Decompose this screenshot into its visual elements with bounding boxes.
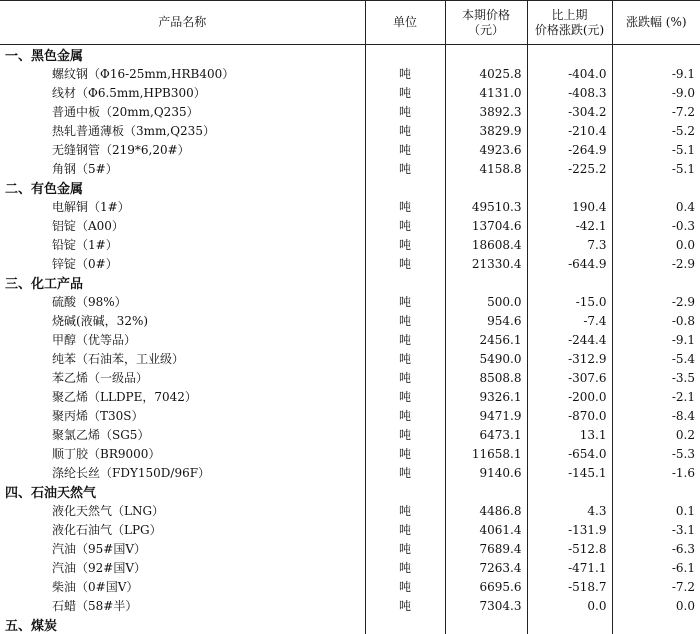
product-name: 苯乙烯（一级品） bbox=[0, 368, 365, 387]
table-row bbox=[0, 159, 700, 178]
change-percent: -9.1 bbox=[612, 64, 700, 83]
change-percent: 0.0 bbox=[612, 596, 700, 615]
product-name: 聚氯乙烯（SG5） bbox=[0, 425, 365, 444]
table-row bbox=[0, 292, 700, 311]
product-unit: 吨 bbox=[365, 121, 445, 140]
product-name: 烧碱(液碱，32%) bbox=[0, 311, 365, 330]
product-unit: 吨 bbox=[365, 463, 445, 482]
product-unit: 吨 bbox=[365, 102, 445, 121]
change-percent: -5.1 bbox=[612, 159, 700, 178]
category-percent-cell bbox=[612, 178, 700, 197]
current-price: 4061.4 bbox=[445, 520, 527, 539]
category-percent-cell bbox=[612, 615, 700, 634]
change-percent: -6.3 bbox=[612, 539, 700, 558]
product-unit: 吨 bbox=[365, 596, 445, 615]
table-body bbox=[0, 45, 700, 634]
product-name: 线材（Φ6.5mm,HPB300） bbox=[0, 83, 365, 102]
product-unit: 吨 bbox=[365, 577, 445, 596]
category-row bbox=[0, 273, 700, 292]
change-percent: 0.1 bbox=[612, 501, 700, 520]
product-unit: 吨 bbox=[365, 83, 445, 102]
category-row bbox=[0, 482, 700, 501]
table-row bbox=[0, 254, 700, 273]
price-change: -210.4 bbox=[527, 121, 612, 140]
price-change: -244.4 bbox=[527, 330, 612, 349]
price-change: -654.0 bbox=[527, 444, 612, 463]
product-unit: 吨 bbox=[365, 558, 445, 577]
category-change-cell bbox=[527, 45, 612, 65]
product-unit: 吨 bbox=[365, 140, 445, 159]
product-name: 螺纹钢（Φ16-25mm,HRB400） bbox=[0, 64, 365, 83]
header-price-change-line1: 比上期 bbox=[551, 8, 587, 22]
category-row bbox=[0, 45, 700, 65]
header-unit: 单位 bbox=[365, 1, 445, 45]
price-change: -312.9 bbox=[527, 349, 612, 368]
product-name: 甲醇（优等品） bbox=[0, 330, 365, 349]
current-price: 7689.4 bbox=[445, 539, 527, 558]
table-row bbox=[0, 368, 700, 387]
product-name: 汽油（95#国Ⅴ） bbox=[0, 539, 365, 558]
category-change-cell bbox=[527, 482, 612, 501]
category-row bbox=[0, 615, 700, 634]
price-change: 4.3 bbox=[527, 501, 612, 520]
table-row bbox=[0, 197, 700, 216]
product-unit: 吨 bbox=[365, 501, 445, 520]
current-price: 6695.6 bbox=[445, 577, 527, 596]
change-percent: -5.2 bbox=[612, 121, 700, 140]
current-price: 8508.8 bbox=[445, 368, 527, 387]
product-name: 顺丁胶（BR9000） bbox=[0, 444, 365, 463]
change-percent: -7.2 bbox=[612, 577, 700, 596]
product-name: 聚丙烯（T30S） bbox=[0, 406, 365, 425]
change-percent: 0.0 bbox=[612, 235, 700, 254]
price-change: -870.0 bbox=[527, 406, 612, 425]
product-name: 涤纶长丝（FDY150D/96F） bbox=[0, 463, 365, 482]
table-row bbox=[0, 539, 700, 558]
table-row bbox=[0, 330, 700, 349]
change-percent: -2.9 bbox=[612, 292, 700, 311]
table-row bbox=[0, 558, 700, 577]
product-name: 汽油（92#国Ⅴ） bbox=[0, 558, 365, 577]
product-name: 铝锭（A00） bbox=[0, 216, 365, 235]
price-change: -518.7 bbox=[527, 577, 612, 596]
price-change: -131.9 bbox=[527, 520, 612, 539]
product-name: 石蜡（58#半） bbox=[0, 596, 365, 615]
current-price: 3892.3 bbox=[445, 102, 527, 121]
product-unit: 吨 bbox=[365, 292, 445, 311]
category-unit-cell bbox=[365, 482, 445, 501]
table-row bbox=[0, 501, 700, 520]
category-price-cell bbox=[445, 482, 527, 501]
product-unit: 吨 bbox=[365, 235, 445, 254]
category-price-cell bbox=[445, 45, 527, 65]
product-unit: 吨 bbox=[365, 330, 445, 349]
price-change: 0.0 bbox=[527, 596, 612, 615]
price-change: -42.1 bbox=[527, 216, 612, 235]
product-unit: 吨 bbox=[365, 197, 445, 216]
change-percent: -0.8 bbox=[612, 311, 700, 330]
price-change: 7.3 bbox=[527, 235, 612, 254]
change-percent: -9.1 bbox=[612, 330, 700, 349]
change-percent: 0.4 bbox=[612, 197, 700, 216]
change-percent: -9.0 bbox=[612, 83, 700, 102]
table-row bbox=[0, 425, 700, 444]
table-row bbox=[0, 596, 700, 615]
category-unit-cell bbox=[365, 273, 445, 292]
table-row bbox=[0, 83, 700, 102]
change-percent: -5.3 bbox=[612, 444, 700, 463]
category-percent-cell bbox=[612, 45, 700, 65]
current-price: 21330.4 bbox=[445, 254, 527, 273]
category-percent-cell bbox=[612, 482, 700, 501]
product-unit: 吨 bbox=[365, 425, 445, 444]
product-name: 热轧普通薄板（3mm,Q235） bbox=[0, 121, 365, 140]
price-change: -7.4 bbox=[527, 311, 612, 330]
current-price: 500.0 bbox=[445, 292, 527, 311]
header-product-name: 产品名称 bbox=[0, 1, 365, 45]
category-unit-cell bbox=[365, 45, 445, 65]
price-change: -225.2 bbox=[527, 159, 612, 178]
current-price: 4131.0 bbox=[445, 83, 527, 102]
current-price: 9140.6 bbox=[445, 463, 527, 482]
price-change: -200.0 bbox=[527, 387, 612, 406]
category-title: 二、有色金属 bbox=[0, 178, 365, 197]
product-name: 聚乙烯（LLDPE，7042） bbox=[0, 387, 365, 406]
product-unit: 吨 bbox=[365, 254, 445, 273]
product-name: 硫酸（98%） bbox=[0, 292, 365, 311]
table-row bbox=[0, 349, 700, 368]
category-price-cell bbox=[445, 178, 527, 197]
current-price: 5490.0 bbox=[445, 349, 527, 368]
category-change-cell bbox=[527, 273, 612, 292]
product-unit: 吨 bbox=[365, 368, 445, 387]
change-percent: -1.6 bbox=[612, 463, 700, 482]
current-price: 18608.4 bbox=[445, 235, 527, 254]
current-price: 9471.9 bbox=[445, 406, 527, 425]
product-name: 液化石油气（LPG） bbox=[0, 520, 365, 539]
change-percent: 0.2 bbox=[612, 425, 700, 444]
table-row bbox=[0, 140, 700, 159]
category-title: 三、化工产品 bbox=[0, 273, 365, 292]
table-row bbox=[0, 520, 700, 539]
change-percent: -5.1 bbox=[612, 140, 700, 159]
price-change: 13.1 bbox=[527, 425, 612, 444]
product-unit: 吨 bbox=[365, 406, 445, 425]
header-current-price bbox=[445, 1, 527, 45]
header-current-price-line2: （元） bbox=[468, 23, 504, 37]
category-row bbox=[0, 178, 700, 197]
change-percent: -3.1 bbox=[612, 520, 700, 539]
table-row bbox=[0, 463, 700, 482]
product-unit: 吨 bbox=[365, 64, 445, 83]
price-change: -304.2 bbox=[527, 102, 612, 121]
change-percent: -2.1 bbox=[612, 387, 700, 406]
category-change-cell bbox=[527, 178, 612, 197]
current-price: 6473.1 bbox=[445, 425, 527, 444]
product-unit: 吨 bbox=[365, 349, 445, 368]
header-change-percent: 涨跌幅 (%) bbox=[612, 1, 700, 45]
current-price: 4158.8 bbox=[445, 159, 527, 178]
product-name: 普通中板（20mm,Q235） bbox=[0, 102, 365, 121]
table-row bbox=[0, 216, 700, 235]
header-current-price-line1: 本期价格 bbox=[462, 8, 510, 22]
change-percent: -5.4 bbox=[612, 349, 700, 368]
product-unit: 吨 bbox=[365, 520, 445, 539]
current-price: 13704.6 bbox=[445, 216, 527, 235]
product-name: 电解铜（1#） bbox=[0, 197, 365, 216]
current-price: 49510.3 bbox=[445, 197, 527, 216]
category-title: 一、黑色金属 bbox=[0, 45, 365, 65]
change-percent: -6.1 bbox=[612, 558, 700, 577]
product-unit: 吨 bbox=[365, 444, 445, 463]
product-name: 液化天然气（LNG） bbox=[0, 501, 365, 520]
product-unit: 吨 bbox=[365, 387, 445, 406]
table-row bbox=[0, 64, 700, 83]
product-name: 柴油（0#国Ⅴ） bbox=[0, 577, 365, 596]
product-name: 锌锭（0#） bbox=[0, 254, 365, 273]
category-percent-cell bbox=[612, 273, 700, 292]
table-row bbox=[0, 121, 700, 140]
price-change: -404.0 bbox=[527, 64, 612, 83]
category-change-cell bbox=[527, 615, 612, 634]
category-unit-cell bbox=[365, 178, 445, 197]
product-unit: 吨 bbox=[365, 311, 445, 330]
current-price: 7263.4 bbox=[445, 558, 527, 577]
price-change: -644.9 bbox=[527, 254, 612, 273]
price-change: -15.0 bbox=[527, 292, 612, 311]
product-name: 角钢（5#） bbox=[0, 159, 365, 178]
current-price: 954.6 bbox=[445, 311, 527, 330]
header-row bbox=[0, 1, 700, 45]
product-name: 铅锭（1#） bbox=[0, 235, 365, 254]
category-price-cell bbox=[445, 615, 527, 634]
change-percent: -7.2 bbox=[612, 102, 700, 121]
price-change: -145.1 bbox=[527, 463, 612, 482]
current-price: 2456.1 bbox=[445, 330, 527, 349]
table-row bbox=[0, 577, 700, 596]
product-unit: 吨 bbox=[365, 159, 445, 178]
price-change: 190.4 bbox=[527, 197, 612, 216]
table-row bbox=[0, 311, 700, 330]
price-change: -264.9 bbox=[527, 140, 612, 159]
current-price: 9326.1 bbox=[445, 387, 527, 406]
change-percent: -8.4 bbox=[612, 406, 700, 425]
table-row bbox=[0, 444, 700, 463]
price-change: -471.1 bbox=[527, 558, 612, 577]
price-change: -408.3 bbox=[527, 83, 612, 102]
current-price: 11658.1 bbox=[445, 444, 527, 463]
current-price: 4025.8 bbox=[445, 64, 527, 83]
category-price-cell bbox=[445, 273, 527, 292]
product-unit: 吨 bbox=[365, 216, 445, 235]
change-percent: -2.9 bbox=[612, 254, 700, 273]
header-price-change-line2: 价格涨跌(元) bbox=[535, 23, 604, 37]
current-price: 4923.6 bbox=[445, 140, 527, 159]
product-name: 纯苯（石油苯，工业级） bbox=[0, 349, 365, 368]
change-percent: -3.5 bbox=[612, 368, 700, 387]
current-price: 3829.9 bbox=[445, 121, 527, 140]
price-change: -307.6 bbox=[527, 368, 612, 387]
product-name: 无缝钢管（219*6,20#） bbox=[0, 140, 365, 159]
table-header bbox=[0, 1, 700, 45]
category-title: 五、煤炭 bbox=[0, 615, 365, 634]
table-row bbox=[0, 387, 700, 406]
change-percent: -0.3 bbox=[612, 216, 700, 235]
price-change: -512.8 bbox=[527, 539, 612, 558]
table-row bbox=[0, 235, 700, 254]
header-price-change bbox=[527, 1, 612, 45]
category-title: 四、石油天然气 bbox=[0, 482, 365, 501]
product-unit: 吨 bbox=[365, 539, 445, 558]
current-price: 7304.3 bbox=[445, 596, 527, 615]
table-row bbox=[0, 102, 700, 121]
table-row bbox=[0, 406, 700, 425]
current-price: 4486.8 bbox=[445, 501, 527, 520]
category-unit-cell bbox=[365, 615, 445, 634]
